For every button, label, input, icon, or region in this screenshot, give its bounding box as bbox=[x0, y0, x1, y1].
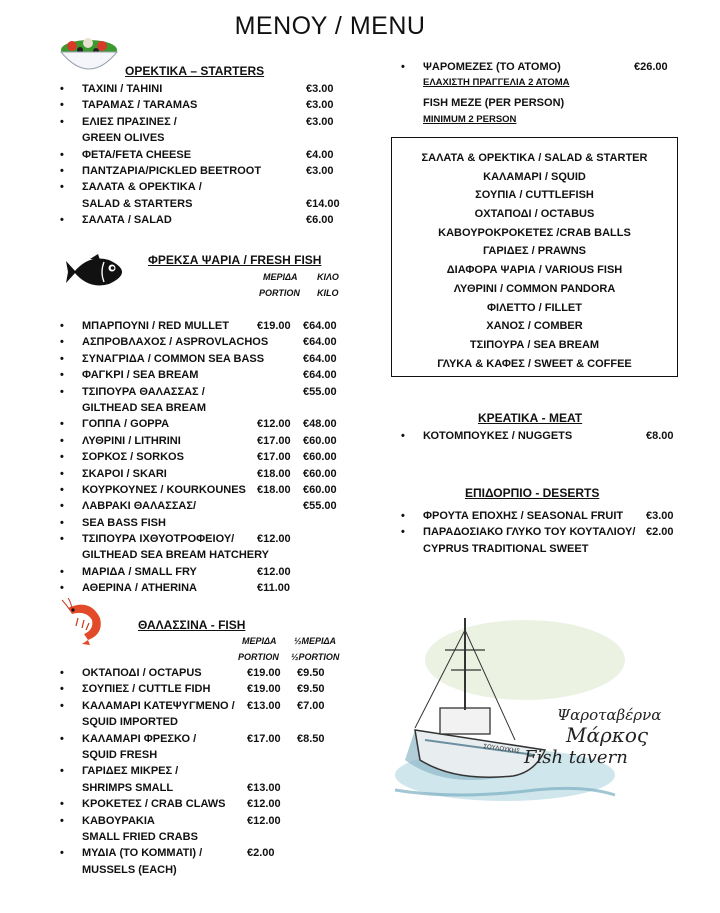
seafood-list bbox=[60, 665, 360, 878]
bullet: • bbox=[60, 467, 64, 480]
seafood-item bbox=[60, 714, 360, 730]
item-half-portion-price: €9.50 bbox=[297, 683, 325, 696]
fresh-fish-col-portion-en: PORTION bbox=[259, 288, 300, 298]
item-name: ΚΑΛΑΜΑΡΙ ΦΡΕΣΚΟ / bbox=[82, 732, 197, 745]
meze-included-dish: ΤΣΙΠΟΥΡΑ / SEA BREAM bbox=[469, 338, 600, 351]
fresh-fish-item bbox=[60, 515, 360, 531]
boat-name-label: ΣΟΥΛΟΥΚΗΣ bbox=[482, 743, 521, 756]
item-portion-price: €17.00 bbox=[257, 451, 291, 464]
fresh-fish-item bbox=[60, 466, 360, 482]
fresh-fish-item bbox=[60, 400, 360, 416]
starter-item bbox=[60, 212, 350, 228]
fish-meze-price: €26.00 bbox=[634, 61, 668, 73]
logo-line-2: Μάρκος bbox=[566, 723, 649, 747]
item-portion-price: €18.00 bbox=[257, 467, 291, 480]
item-name: ΤΣΙΠΟΥΡΑ ΙΧΘΥΟΤΡΟΦΕΙΟΥ/ bbox=[82, 533, 235, 546]
item-name: ΚΑΒΟΥΡΑΚΙΑ bbox=[82, 814, 155, 827]
bullet: • bbox=[60, 765, 64, 778]
fresh-fish-item bbox=[60, 547, 360, 563]
fish-meze-name-en: FISH MEZE (PER PERSON) bbox=[423, 97, 565, 109]
bullet: • bbox=[60, 451, 64, 464]
bullet: • bbox=[60, 667, 64, 679]
item-name: ΣΟΥΠΙΕΣ / CUTTLE FIDH bbox=[82, 683, 211, 696]
fresh-fish-item bbox=[60, 564, 360, 580]
seafood-item bbox=[60, 813, 360, 829]
item-name: ΤΑΧΙΝΙ / TAHINI bbox=[82, 83, 163, 95]
item-name: ΟΚΤΑΠΟΔΙ / OCTAPUS bbox=[82, 667, 202, 679]
bullet: • bbox=[60, 352, 64, 365]
desert-item bbox=[401, 541, 691, 557]
meze-included-dish: ΛΥΘΡΙΝΙ / COMMON PANDORA bbox=[453, 282, 616, 295]
seafood-col-half-en: ½PORTION bbox=[291, 652, 340, 662]
item-price: €3.00 bbox=[306, 99, 334, 112]
seafood-item bbox=[60, 665, 360, 681]
item-portion-price: €2.00 bbox=[247, 847, 275, 860]
seafood-item bbox=[60, 845, 360, 861]
item-kilo-price: €48.00 bbox=[303, 418, 337, 431]
item-name: ΜΥΔΙΑ (ΤΟ ΚΟΜΜΑΤΙ) / bbox=[82, 847, 203, 860]
starter-item bbox=[60, 147, 350, 163]
bullet: • bbox=[60, 99, 64, 112]
bullet: • bbox=[60, 115, 64, 128]
item-name: ΛΥΘΡΙΝΙ / LITHRINI bbox=[82, 434, 181, 447]
bullet: • bbox=[60, 798, 64, 811]
fresh-fish-item bbox=[60, 449, 360, 465]
item-name: ΣΟΡΚΟΣ / SORKOS bbox=[82, 451, 184, 464]
item-name: ΚΡΟΚΕΤΕΣ / CRAB CLAWS bbox=[82, 798, 226, 811]
item-portion-price: €17.00 bbox=[257, 434, 291, 447]
bullet: • bbox=[401, 510, 405, 522]
item-half-portion-price: €7.00 bbox=[297, 699, 325, 712]
item-kilo-price: €60.00 bbox=[303, 434, 337, 447]
bullet: • bbox=[60, 533, 64, 546]
seafood-item bbox=[60, 731, 360, 747]
item-name: ΑΣΠΡΟΒΛΑΧΟΣ / ASPROVLACHOS bbox=[82, 336, 269, 349]
item-name: CYPRUS TRADITIONAL SWEET bbox=[423, 542, 589, 555]
meat-list bbox=[401, 428, 691, 444]
meat-heading: ΚΡΕΑΤΙΚΑ - MEAT bbox=[478, 411, 583, 425]
desert-item bbox=[401, 508, 691, 524]
item-kilo-price: €60.00 bbox=[303, 483, 337, 496]
seafood-item bbox=[60, 829, 360, 845]
fish-meze-minimum-gr: ΕΛΑΧΙΣΤΗ ΠΡΑΓΓΕΛΙΑ 2 ΑΤΟΜΑ bbox=[423, 77, 570, 88]
item-price: €6.00 bbox=[306, 214, 334, 227]
meze-included-dish: ΚΑΛΑΜΑΡΙ / SQUID bbox=[483, 170, 586, 183]
seafood-col-half: ½ΜΕΡΙΔΑ bbox=[294, 636, 337, 646]
starter-item bbox=[60, 196, 350, 212]
item-name: ΕΛΙΕΣ ΠΡΑΣΙΝΕΣ / bbox=[82, 115, 177, 128]
bullet: • bbox=[60, 336, 64, 349]
meze-included-dish: ΣΟΥΠΙΑ / CUTTLEFISH bbox=[475, 189, 594, 202]
fresh-fish-item bbox=[60, 384, 360, 400]
fish-meze-includes-box bbox=[391, 137, 678, 377]
item-name: SQUID IMPORTED bbox=[82, 716, 178, 729]
seafood-item bbox=[60, 780, 360, 796]
item-price: €3.00 bbox=[646, 510, 674, 522]
item-portion-price: €12.00 bbox=[247, 814, 281, 827]
item-price: €14.00 bbox=[306, 197, 340, 210]
item-half-portion-price: €9.50 bbox=[297, 667, 325, 679]
item-name: ΜΑΡΙΔΑ / SMALL FRY bbox=[82, 565, 197, 578]
seafood-item bbox=[60, 763, 360, 779]
item-name: ΠΑΡΑΔΟΣΙΑΚΟ ΓΛΥΚΟ ΤΟΥ ΚΟΥΤΑΛΙΟΥ/ bbox=[423, 526, 636, 539]
fresh-fish-item bbox=[60, 416, 360, 432]
bullet: • bbox=[60, 83, 64, 95]
starter-item bbox=[60, 81, 350, 97]
bullet: • bbox=[60, 385, 64, 398]
seafood-item bbox=[60, 698, 360, 714]
item-price: €8.00 bbox=[646, 430, 674, 442]
fresh-fish-item bbox=[60, 318, 360, 334]
item-name: ΦΕΤΑ/FETA CHEESE bbox=[82, 148, 192, 161]
item-price: €3.00 bbox=[306, 164, 334, 177]
fresh-fish-item bbox=[60, 482, 360, 498]
item-portion-price: €19.00 bbox=[257, 320, 291, 332]
item-kilo-price: €60.00 bbox=[303, 467, 337, 480]
item-kilo-price: €55.00 bbox=[303, 385, 337, 398]
bullet: • bbox=[60, 565, 64, 578]
meze-included-dish: ΔΙΑΦΟΡΑ ΨΑΡΙΑ / VARIOUS FISH bbox=[446, 264, 623, 277]
item-name: SMALL FRIED CRABS bbox=[82, 830, 198, 843]
item-name: ΣΥΝΑΓΡΙΔΑ / COMMON SEA BASS bbox=[82, 352, 265, 365]
bullet: • bbox=[60, 683, 64, 696]
item-name: ΦΑΓΚΡΙ / SEA BREAM bbox=[82, 369, 199, 382]
item-price: €3.00 bbox=[306, 83, 334, 95]
fish-meze-minimum-en: MINIMUM 2 PERSON bbox=[423, 114, 517, 125]
item-name: GILTHEAD SEA BREAM HATCHERY bbox=[82, 549, 269, 562]
fresh-fish-col-portion: ΜΕΡΙΔΑ bbox=[263, 272, 298, 282]
bullet: • bbox=[60, 418, 64, 431]
item-name: ΚΟΥΡΚΟΥΝΕΣ / KOURKOUNES bbox=[82, 483, 246, 496]
item-price: €2.00 bbox=[646, 526, 674, 539]
logo-line-1: Ψαροταβέρνα bbox=[557, 706, 662, 724]
fish-meze-includes-list bbox=[392, 138, 677, 373]
item-kilo-price: €55.00 bbox=[303, 500, 337, 513]
seafood-item bbox=[60, 796, 360, 812]
seafood-item bbox=[60, 862, 360, 878]
bullet: • bbox=[60, 732, 64, 745]
bullet: • bbox=[60, 814, 64, 827]
bullet: • bbox=[60, 582, 64, 595]
item-kilo-price: €64.00 bbox=[303, 352, 337, 365]
fish-meze-name: ΨΑΡΟΜΕΖΕΣ (ΤΟ ΑΤΟΜΟ) bbox=[423, 61, 561, 73]
menu-title: ΜΕΝΟΥ / MENU bbox=[234, 12, 426, 40]
starter-item bbox=[60, 179, 350, 195]
item-kilo-price: €64.00 bbox=[303, 320, 337, 332]
fish-icon bbox=[64, 252, 126, 292]
item-price: €3.00 bbox=[306, 115, 334, 128]
item-name: MUSSELS (EACH) bbox=[82, 863, 177, 876]
bullet: • bbox=[60, 699, 64, 712]
item-name: ΚΟΤΟΜΠΟΥΚΕΣ / NUGGETS bbox=[423, 430, 573, 442]
item-name: SQUID FRESH bbox=[82, 748, 158, 761]
item-portion-price: €12.00 bbox=[257, 533, 291, 546]
item-name: ΛΑΒΡΑΚΙ ΘΑΛΑΣΣΑΣ/ bbox=[82, 500, 197, 513]
item-portion-price: €13.00 bbox=[247, 699, 281, 712]
meze-included-dish: ΦΙΛΕΤΤΟ / FILLET bbox=[487, 301, 582, 314]
seafood-item bbox=[60, 747, 360, 763]
starter-item bbox=[60, 97, 350, 113]
item-name: ΚΑΛΑΜΑΡΙ ΚΑΤΕΨΥΓΜΕΝΟ / bbox=[82, 699, 235, 712]
meze-included-dish: ΓΛΥΚΑ & ΚΑΦΕΣ / SWEET & COFFEE bbox=[437, 357, 632, 370]
desert-item bbox=[401, 524, 691, 540]
item-kilo-price: €60.00 bbox=[303, 451, 337, 464]
meze-included-dish: ΟΧΤΑΠΟΔΙ / OCTABUS bbox=[474, 208, 595, 221]
fresh-fish-heading: ΦΡΕΚΣΑ ΨΑΡΙΑ / FRESH FISH bbox=[148, 253, 322, 267]
seafood-col-portion: ΜΕΡΙΔΑ bbox=[242, 636, 277, 646]
item-name: SEA BASS FISH bbox=[82, 516, 166, 529]
fresh-fish-item bbox=[60, 433, 360, 449]
item-half-portion-price: €8.50 bbox=[297, 732, 325, 745]
seafood-heading: ΘΑΛΑΣΣΙΝΑ - FISH bbox=[138, 618, 246, 632]
item-kilo-price: €64.00 bbox=[303, 369, 337, 382]
starters-heading: ΟΡΕΚΤΙΚΑ – STARTERS bbox=[125, 64, 265, 78]
seafood-item bbox=[60, 681, 360, 697]
bullet: • bbox=[60, 434, 64, 447]
meze-included-dish: ΣΑΛΑΤΑ & ΟΡΕΚΤΙΚΑ / SALAD & STARTER bbox=[421, 152, 648, 164]
meat-item bbox=[401, 428, 691, 444]
item-name: ΓΟΠΠΑ / GOPPA bbox=[82, 418, 170, 431]
item-name: ΓΑΡΙΔΕΣ ΜΙΚΡΕΣ / bbox=[82, 765, 179, 778]
bullet: • bbox=[60, 483, 64, 496]
item-name: ΤΣΙΠΟΥΡΑ ΘΑΛΑΣΣΑΣ / bbox=[82, 385, 205, 398]
bullet: • bbox=[60, 369, 64, 382]
item-name: ΣΚΑΡΟΙ / SKARI bbox=[82, 467, 167, 480]
item-name: ΤΑΡΑΜΑΣ / TARAMAS bbox=[82, 99, 198, 112]
bullet: • bbox=[60, 500, 64, 513]
fresh-fish-list bbox=[60, 318, 360, 597]
bullet: • bbox=[60, 181, 64, 194]
item-name: ΦΡΟΥΤΑ ΕΠΟΧΗΣ / SEASONAL FRUIT bbox=[423, 510, 624, 522]
item-name: SHRIMPS SMALL bbox=[82, 781, 174, 794]
meze-included-dish: ΓΑΡΙΔΕΣ / PRAWNS bbox=[482, 245, 587, 258]
logo-line-3: Fish tavern bbox=[524, 747, 628, 768]
fresh-fish-item bbox=[60, 498, 360, 514]
fresh-fish-col-kilo: ΚΙΛΟ bbox=[317, 272, 339, 282]
item-name: GREEN OLIVES bbox=[82, 132, 165, 145]
bullet: • bbox=[60, 516, 64, 529]
item-portion-price: €12.00 bbox=[257, 418, 291, 431]
item-portion-price: €12.00 bbox=[247, 798, 281, 811]
bullet: • bbox=[60, 847, 64, 860]
item-name: ΣΑΛΑΤΑ & ΟΡΕΚΤΙΚΑ / bbox=[82, 181, 202, 194]
bullet: • bbox=[60, 164, 64, 177]
bullet: • bbox=[401, 526, 405, 539]
item-name: GILTHEAD SEA BREAM bbox=[82, 401, 207, 414]
item-portion-price: €17.00 bbox=[247, 732, 281, 745]
item-name: SALAD & STARTERS bbox=[82, 197, 193, 210]
bullet: • bbox=[401, 430, 405, 442]
fresh-fish-item bbox=[60, 531, 360, 547]
meze-included-dish: ΚΑΒΟΥΡΟΚΡΟΚΕΤΕΣ /CRAB BALLS bbox=[438, 226, 631, 239]
fresh-fish-item bbox=[60, 367, 360, 383]
bullet: • bbox=[60, 148, 64, 161]
item-portion-price: €19.00 bbox=[247, 667, 281, 679]
item-price: €4.00 bbox=[306, 148, 334, 161]
fresh-fish-col-kilo-en: KILO bbox=[317, 288, 339, 298]
fresh-fish-item bbox=[60, 580, 360, 596]
item-name: ΣΑΛΑΤΑ / SALAD bbox=[82, 214, 172, 227]
item-kilo-price: €64.00 bbox=[303, 336, 337, 349]
item-name: ΠΑΝΤΖΑΡΙΑ/PICKLED BEETROOT bbox=[82, 164, 262, 177]
shrimp-icon bbox=[60, 598, 112, 646]
fresh-fish-item bbox=[60, 334, 360, 350]
bullet: • bbox=[60, 320, 64, 332]
item-portion-price: €12.00 bbox=[257, 565, 291, 578]
starter-item bbox=[60, 130, 350, 146]
item-portion-price: €19.00 bbox=[247, 683, 281, 696]
item-portion-price: €13.00 bbox=[247, 781, 281, 794]
salad-bowl-icon bbox=[58, 36, 120, 80]
bullet: • bbox=[60, 214, 64, 227]
item-name: ΑΘΕΡΙΝΑ / ATHERINA bbox=[82, 582, 198, 595]
starter-item bbox=[60, 114, 350, 130]
fresh-fish-item bbox=[60, 351, 360, 367]
item-portion-price: €11.00 bbox=[257, 582, 291, 595]
starter-item bbox=[60, 163, 350, 179]
deserts-list bbox=[401, 508, 691, 557]
starters-list bbox=[60, 81, 350, 229]
deserts-heading: ΕΠΙΔΟΡΠΙΟ - DESERTS bbox=[465, 486, 600, 500]
seafood-col-portion-en: PORTION bbox=[238, 652, 279, 662]
item-name: ΜΠΑΡΠΟΥΝΙ / RED MULLET bbox=[82, 320, 229, 332]
item-portion-price: €18.00 bbox=[257, 483, 291, 496]
meze-included-dish: ΧΑΝΟΣ / COMBER bbox=[486, 320, 583, 333]
fish-meze-bullet: • bbox=[401, 61, 405, 73]
